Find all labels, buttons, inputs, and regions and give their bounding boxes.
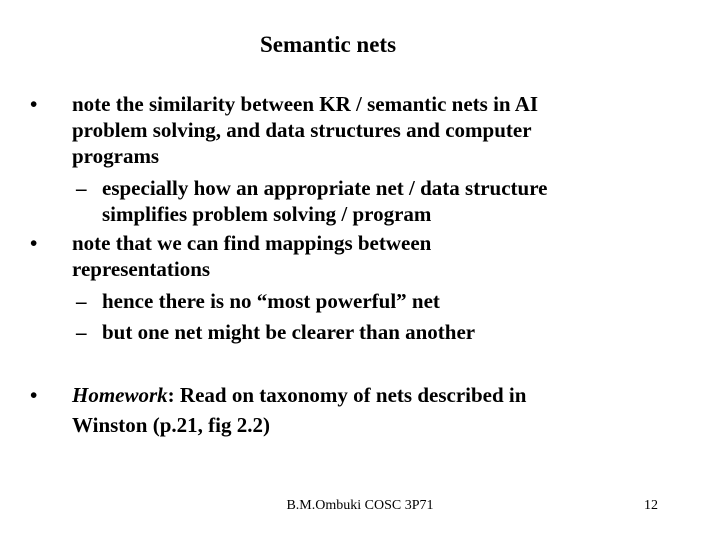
sub-bullet-marker: – xyxy=(76,320,87,344)
bullet-marker: • xyxy=(30,383,38,407)
footer-author: B.M.Ombuki COSC 3P71 xyxy=(286,498,434,513)
slide-title: Semantic nets xyxy=(259,32,397,57)
homework-line xyxy=(72,382,526,408)
sub-bullet-line: especially how an appropriate net / data structure xyxy=(102,176,548,200)
bullet-line: representations xyxy=(72,257,211,281)
bullet-marker: • xyxy=(30,231,38,255)
bullet-line: programs xyxy=(72,144,160,168)
homework-label: Homework xyxy=(72,383,168,407)
sub-bullet-line: hence there is no “most powerful” net xyxy=(102,289,440,313)
bullet-marker: • xyxy=(30,92,38,116)
sub-bullet-marker: – xyxy=(76,176,87,200)
bullet-line: problem solving, and data structures and computer xyxy=(72,118,532,142)
bullet-line: note that we can find mappings between xyxy=(72,231,432,255)
bullet-similarity xyxy=(30,91,690,231)
sub-bullet-marker: – xyxy=(76,289,87,313)
bullet-line: note the similarity between KR / semantic nets in AI xyxy=(72,92,539,116)
bullet-homework xyxy=(30,382,690,442)
homework-line-2: Winston (p.21, fig 2.2) xyxy=(72,413,270,437)
homework-text: : Read on taxonomy of nets described in xyxy=(167,383,527,407)
bullet-mappings xyxy=(30,230,690,350)
sub-bullet-line: simplifies problem solving / program xyxy=(102,202,432,226)
page-number: 12 xyxy=(644,498,658,513)
sub-bullet-line: but one net might be clearer than another xyxy=(102,320,476,344)
